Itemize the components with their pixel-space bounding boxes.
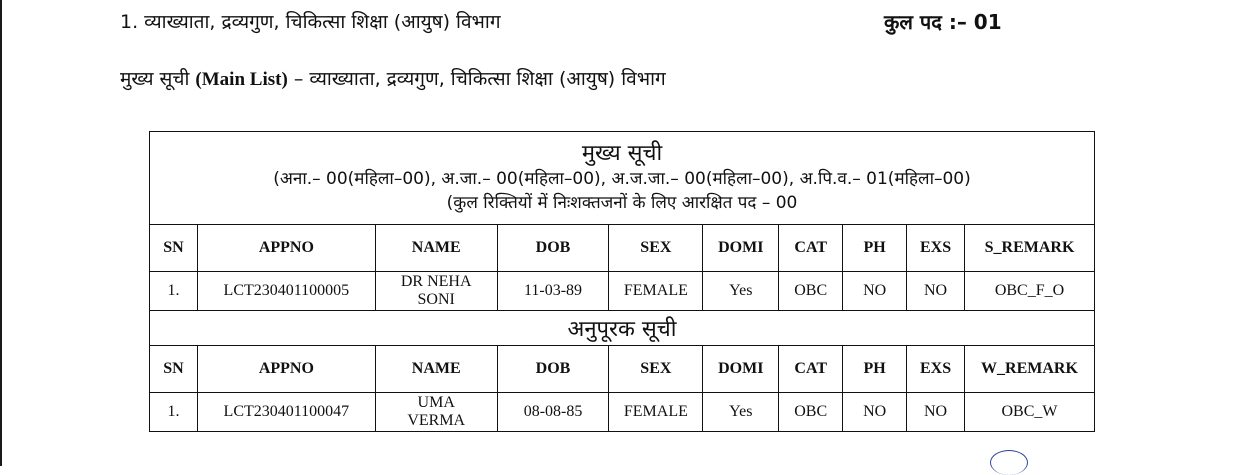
col-header-dob: DOB (497, 346, 609, 393)
col-header-exs: EXS (907, 225, 965, 272)
main-list-heading (120, 65, 666, 91)
col-header-sn: SN (150, 346, 198, 393)
col-header-name: NAME (375, 225, 497, 272)
cell-domi: Yes (703, 272, 779, 311)
name-line1: UMA (417, 394, 455, 411)
col-header-ph: PH (843, 225, 907, 272)
cell-domi: Yes (703, 393, 779, 432)
name-line2: SONI (417, 291, 455, 308)
cell-remark: OBC_W (965, 393, 1095, 432)
cell-name (375, 272, 497, 311)
cell-ph: NO (843, 272, 907, 311)
main-list-heading-suffix: – व्याख्याता, द्रव्यगुण, चिकित्सा शिक्षा (आयुष) विभाग (287, 68, 666, 90)
main-list-title: मुख्य सूची (581, 141, 663, 166)
cell-cat: OBC (779, 393, 843, 432)
col-header-remark: W_REMARK (965, 346, 1095, 393)
col-header-sn: SN (150, 225, 198, 272)
col-header-dob: DOB (497, 225, 609, 272)
signature-mark (990, 450, 1028, 475)
disability-reservation-note: (कुल रिक्तियों में निःशक्तजनों के लिए आरक्षित पद – 00 (446, 193, 798, 213)
cell-ph: NO (843, 393, 907, 432)
cell-name (375, 393, 497, 432)
cell-appno: LCT230401100005 (197, 272, 375, 311)
col-header-appno: APPNO (197, 346, 375, 393)
page-edge-line (0, 0, 2, 466)
cell-sex: FEMALE (609, 272, 703, 311)
col-header-domi: DOMI (703, 346, 779, 393)
table-row (150, 393, 1095, 432)
supplementary-list-header-row (150, 346, 1095, 393)
cell-sn: 1. (150, 272, 198, 311)
col-header-exs: EXS (907, 346, 965, 393)
post-heading: 1. व्याख्याता, द्रव्यगुण, चिकित्सा शिक्षा (आयुष) विभाग (120, 11, 501, 33)
merit-list-table (149, 131, 1095, 432)
cell-exs: NO (907, 393, 965, 432)
col-header-cat: CAT (779, 346, 843, 393)
col-header-remark: S_REMARK (965, 225, 1095, 272)
name-line2: VERMA (407, 412, 466, 429)
name-line1: DR NEHA (400, 273, 472, 290)
cell-dob: 08-08-85 (497, 393, 609, 432)
cell-dob: 11-03-89 (497, 272, 609, 311)
reservation-summary: (अना.– 00(महिला–00), अ.जा.– 00(महिला–00), अ.ज.जा.– 00(महिला–00), अ.पि.व.– 01(महिला–00) (273, 169, 971, 189)
main-list-header-row (150, 225, 1095, 272)
col-header-ph: PH (843, 346, 907, 393)
col-header-sex: SEX (609, 346, 703, 393)
table-row (150, 272, 1095, 311)
cell-appno: LCT230401100047 (197, 393, 375, 432)
cell-sn: 1. (150, 393, 198, 432)
col-header-name: NAME (375, 346, 497, 393)
supplementary-list-title: अनुपूरक सूची (150, 311, 1095, 346)
main-list-heading-prefix: मुख्य सूची (120, 68, 196, 90)
main-list-heading-english: (Main List) (195, 69, 288, 90)
total-posts: कुल पद :– 01 (884, 10, 1002, 34)
col-header-sex: SEX (609, 225, 703, 272)
col-header-cat: CAT (779, 225, 843, 272)
col-header-domi: DOMI (703, 225, 779, 272)
cell-exs: NO (907, 272, 965, 311)
cell-remark: OBC_F_O (965, 272, 1095, 311)
col-header-appno: APPNO (197, 225, 375, 272)
cell-cat: OBC (779, 272, 843, 311)
cell-sex: FEMALE (609, 393, 703, 432)
main-list-title-block (150, 132, 1095, 225)
